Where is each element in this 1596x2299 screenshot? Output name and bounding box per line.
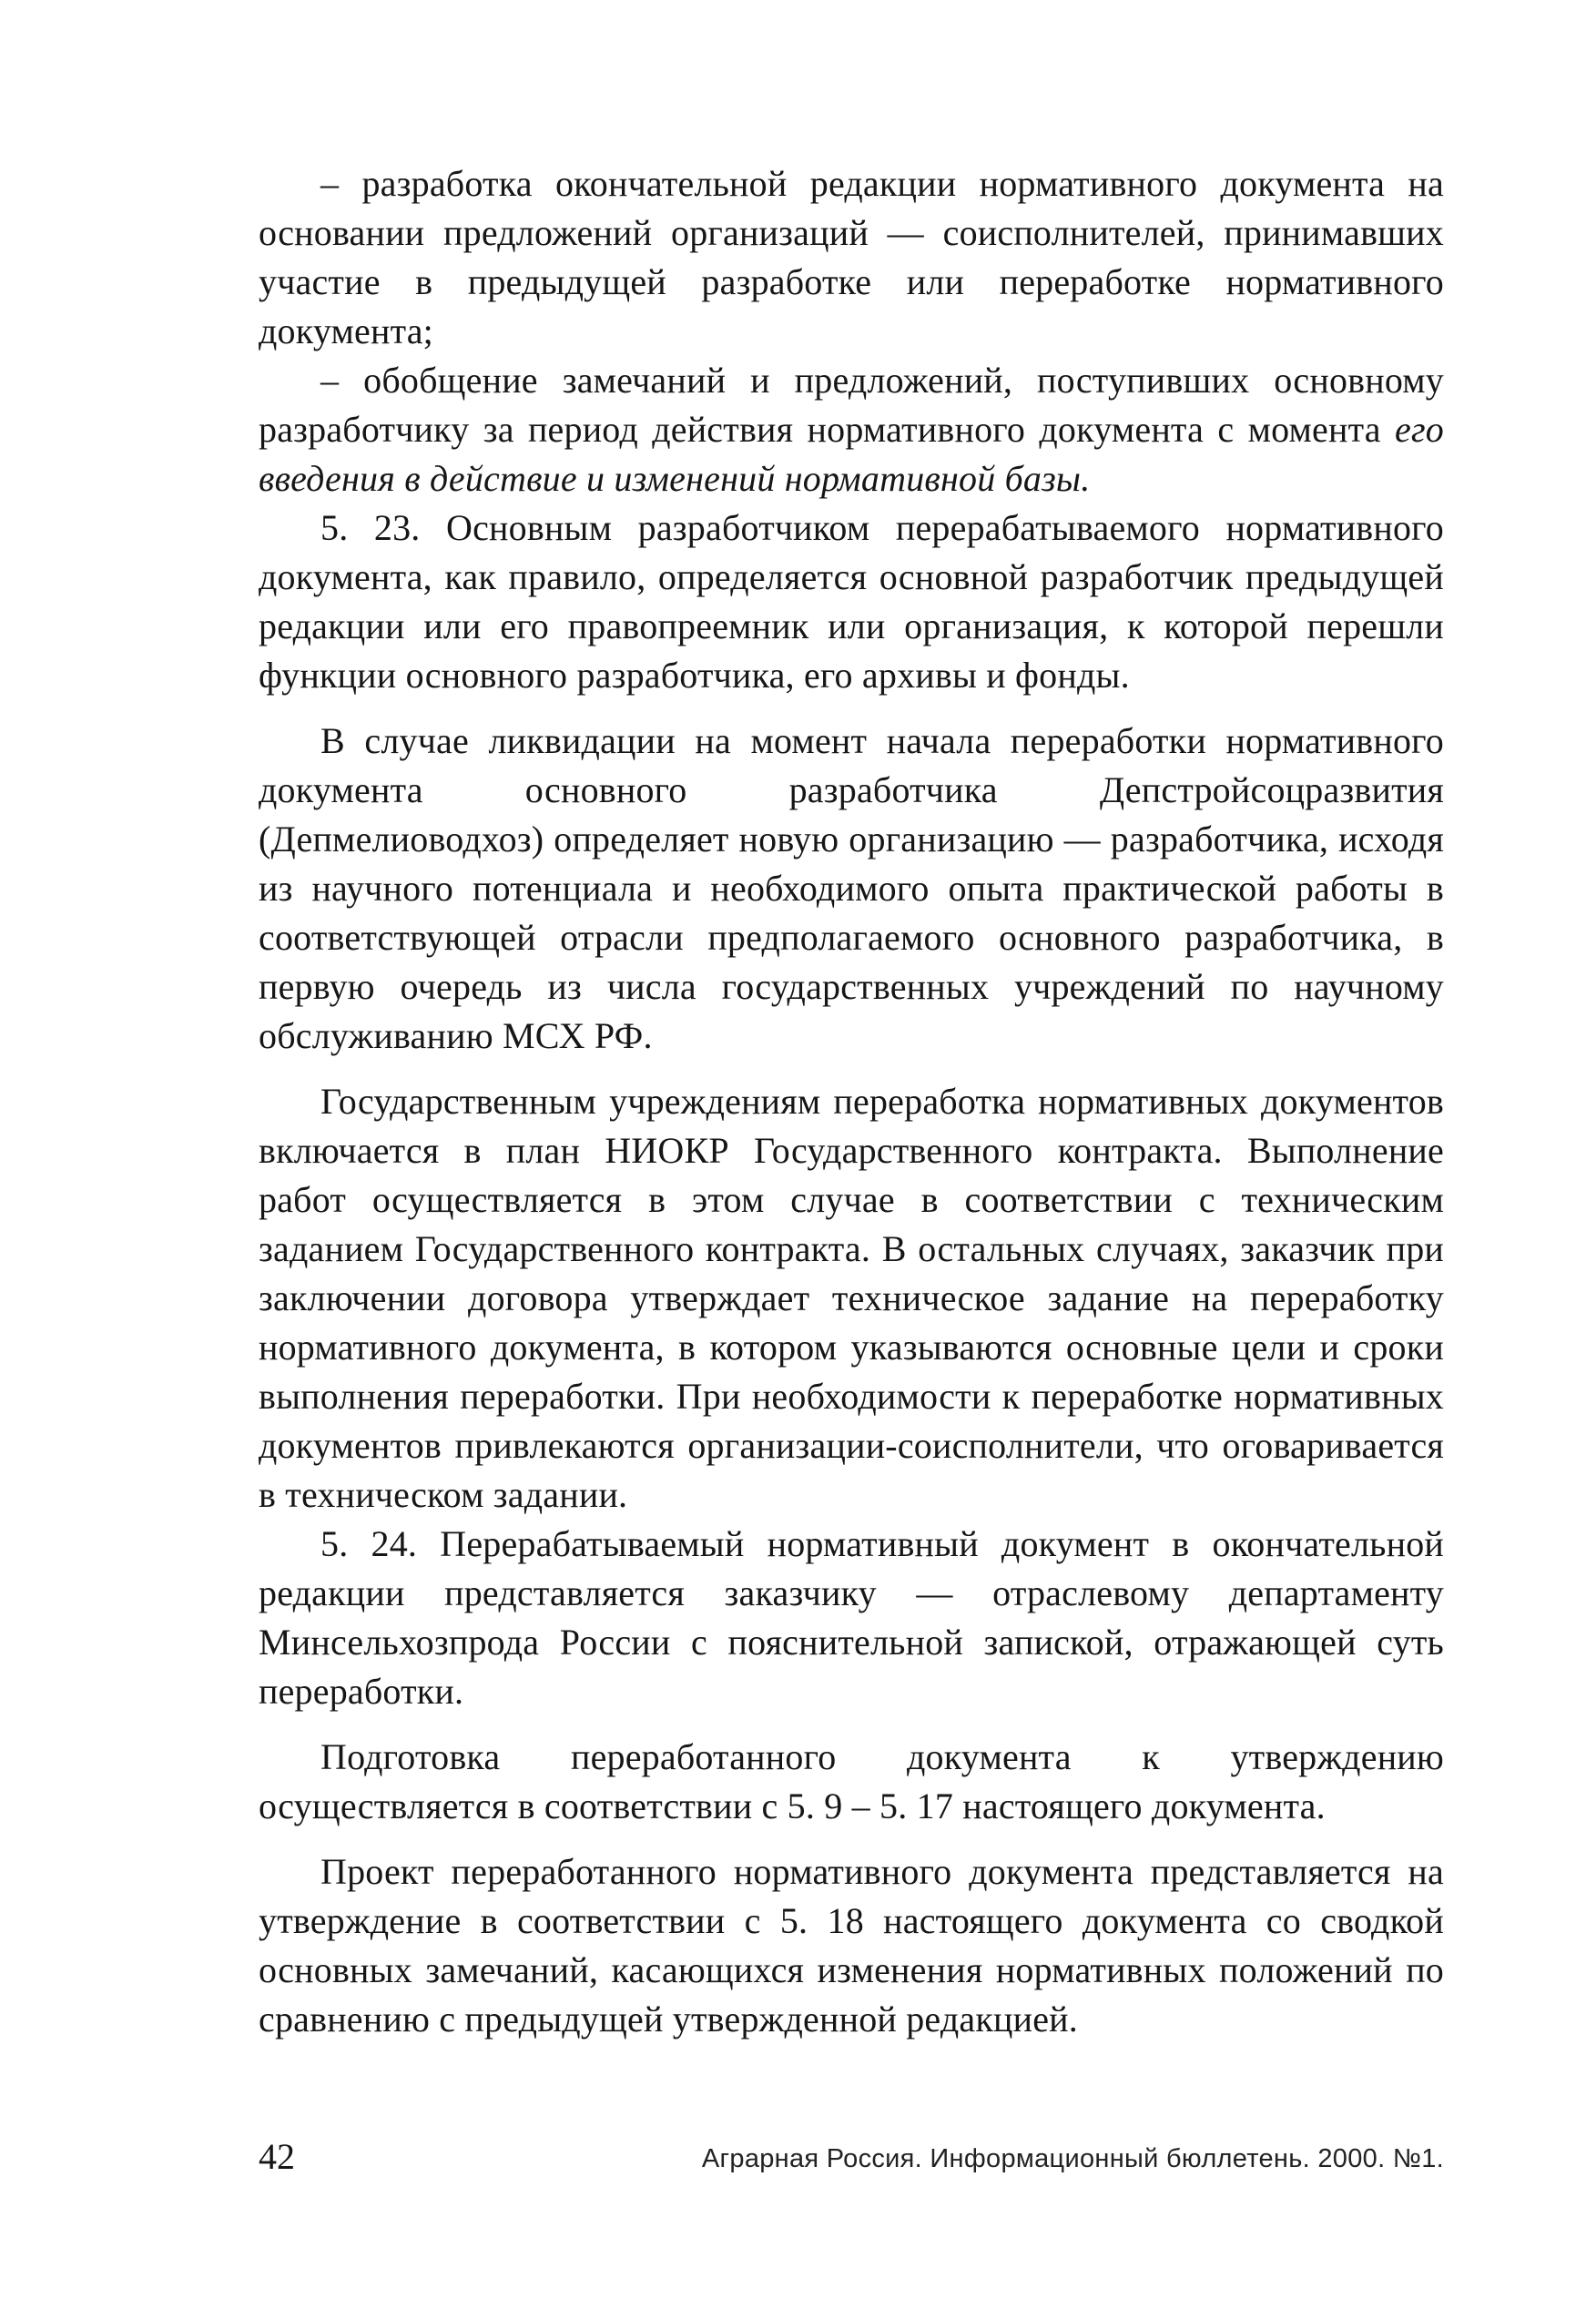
paragraph-draft-approval: Проект переработанного нормативного документа представляется на утверждение в соответствии с 5. 18 настоящего документа со сводкой основных замечаний, касающихся изменения нормативных положений по сравнению с предыдущей утвержденной редакцией.	[259, 1851, 1444, 2040]
page-footer	[259, 2134, 1444, 2180]
paragraph-clause-5-23: 5. 23. Основным разработчиком перерабатываемого нормативного документа, как правило, определяется основной разработчик предыдущей редакции или его правопреемник или организация, к которой перешли функции основного разработчика, его архивы и фонды.	[259, 507, 1444, 696]
paragraph-approval-preparation: Подготовка переработанного документа к утверждению осуществляется в соответствии с 5. 9 – 5. 17 настоящего документа.	[259, 1736, 1444, 1826]
paragraph-list-item-development: – разработка окончательной редакции нормативного документа на основании предложений организаций — соисполнителей, принимавших участие в предыдущей разработке или переработке нормативного документа;	[259, 163, 1444, 351]
paragraph-clause-5-24: 5. 24. Перерабатываемый нормативный документ в окончательной редакции представляется заказчику — отраслевому департаменту Минсельхозпрода России с пояснительной запиской, отражающей суть переработки.	[259, 1523, 1444, 1712]
paragraph-state-institutions: Государственным учреждениям переработка нормативных документов включается в план НИОКР Государственного контракта. Выполнение работ осуществляется в этом случае в соответствии с техническим заданием Государственного контракта. В остальных случаях, заказчик при заключении договора утверждает техническое задание на переработку нормативного документа, в котором указываются основные цели и сроки выполнения переработки. При необходимости к переработке нормативных документов привлекаются организации-соисполнители, что оговаривается в техническом задании.	[259, 1081, 1444, 1515]
paragraph-list-item-summary: – обобщение замечаний и предложений, поступивших основному разработчику за период действия нормативного документа с момента его введения в действие и изменений нормативной базы.	[259, 360, 1444, 499]
paragraph-liquidation-case: В случае ликвидации на момент начала переработки нормативного документа основного разработчика Депстройсоцразвития (Депмелиоводхоз) определяет новую организацию — разработчика, исходя из научного потенциала и необходимого опыта практической работы в соответствующей отрасли предполагаемого основного разработчика, в первую очередь из числа государственных учреждений по научному обслуживанию МСХ РФ.	[259, 720, 1444, 1056]
journal-reference: Аграрная Россия. Информационный бюллетень. 2000. №1.	[701, 2144, 1444, 2173]
italic-phrase: его введения в действие и изменений нормативной базы.	[259, 409, 1444, 499]
body-text	[259, 159, 1444, 2044]
page-number: 42	[259, 2136, 295, 2177]
